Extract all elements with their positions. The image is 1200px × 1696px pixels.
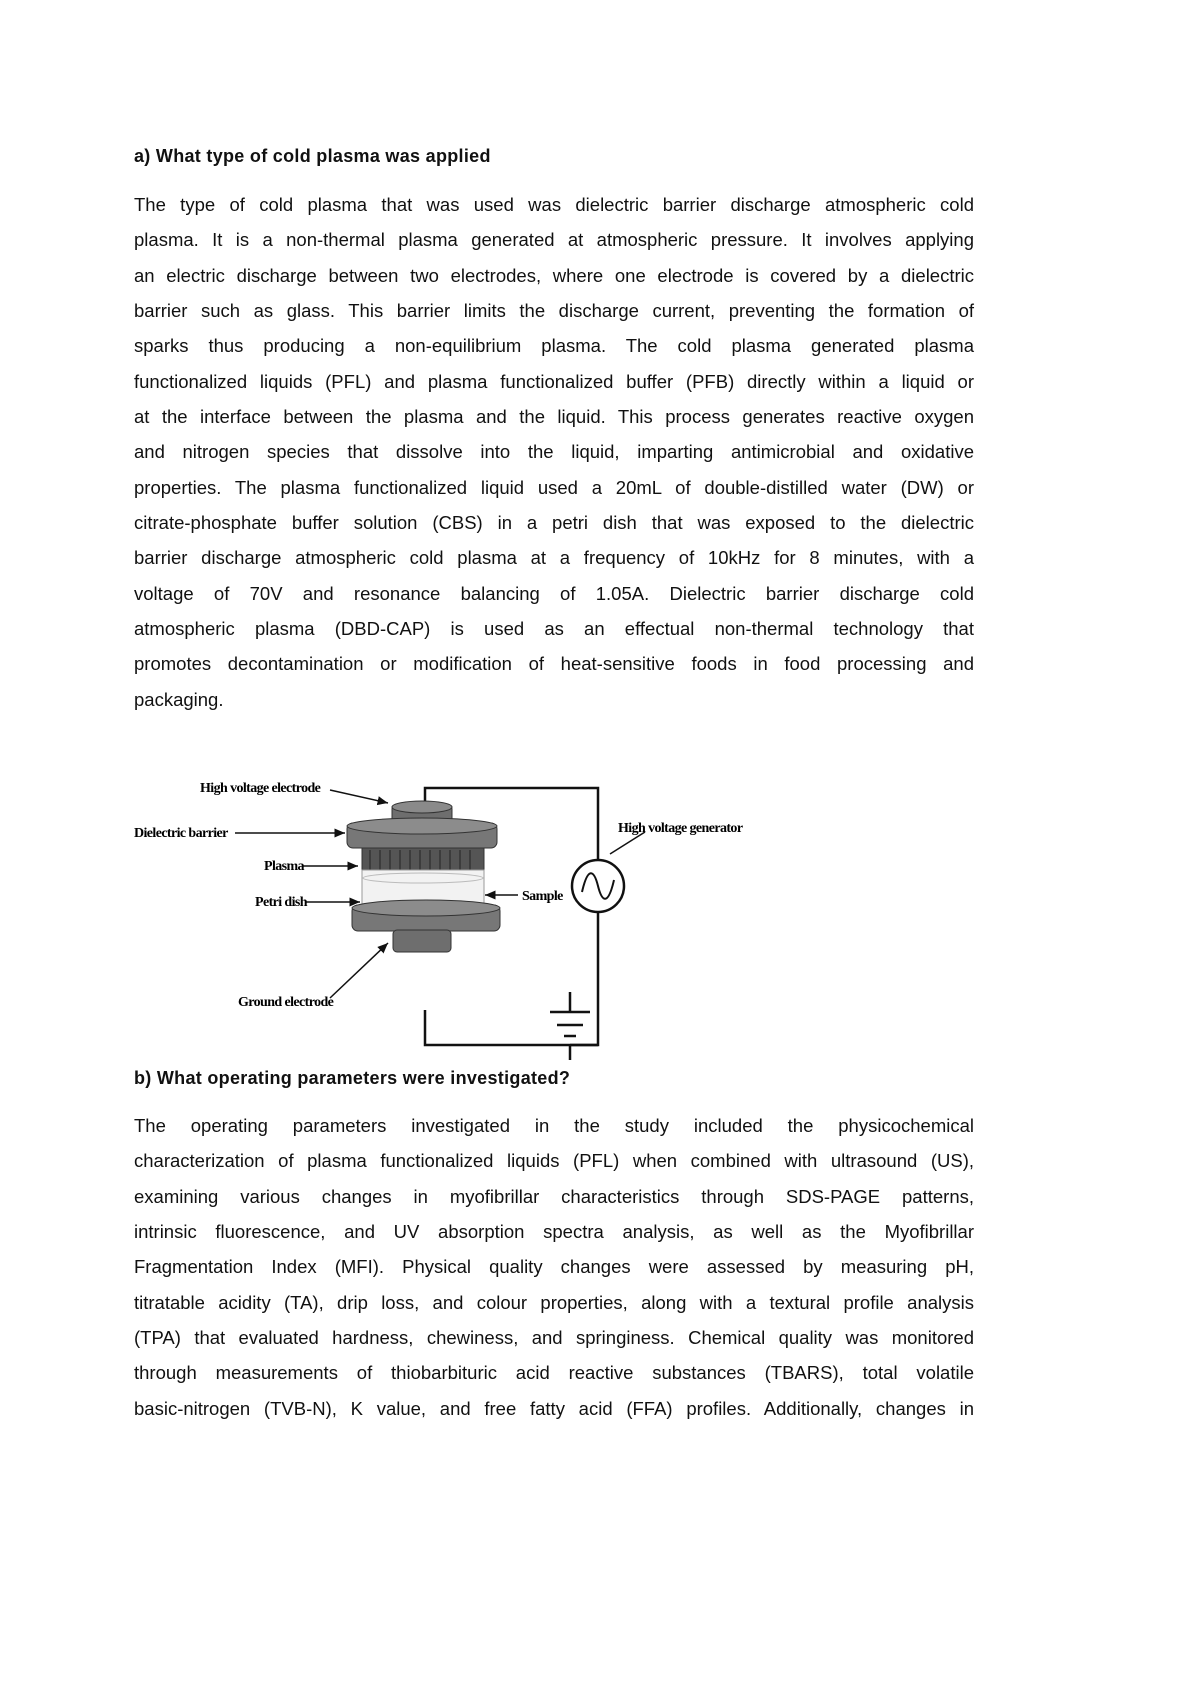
text-line: characterization of plasma functionalized liquids (PFL) when combined with ultrasound (US), [134, 1150, 974, 1172]
text-line: sparks thus producing a non-equilibrium plasma. The cold plasma generated plasma [134, 335, 974, 357]
text-line: intrinsic fluorescence, and UV absorption spectra analysis, as well as the Myofibrillar [134, 1221, 974, 1243]
text-line: atmospheric plasma (DBD-CAP) is used as an effectual non-thermal technology that [134, 618, 974, 640]
section-b-heading: b) What operating parameters were investigated? [134, 1068, 571, 1088]
label-high-voltage-electrode: High voltage electrode [200, 781, 321, 796]
text-line: an electric discharge between two electrodes, where one electrode is covered by a dielectric [134, 264, 974, 286]
text-line: barrier discharge atmospheric cold plasma at a frequency of 10kHz for 8 minutes, with a [134, 547, 974, 569]
text-line: The operating parameters investigated in the study included the physicochemical [134, 1115, 974, 1136]
ac-generator-symbol [572, 860, 624, 912]
section-b-paragraph [134, 1108, 974, 1426]
text-line: promotes decontamination or modification of heat-sensitive foods in food processing and [134, 653, 974, 675]
text-line: plasma. It is a non-thermal plasma generated at atmospheric pressure. It involves applying [134, 229, 974, 251]
text-line: functionalized liquids (PFL) and plasma functionalized buffer (PFB) directly within a liquid or [134, 370, 974, 392]
dbd-plasma-diagram [130, 770, 770, 1060]
text-line: barrier such as glass. This barrier limits the discharge current, preventing the formation of [134, 300, 974, 322]
label-ground-electrode: Ground electrode [238, 995, 334, 1010]
text-line: voltage of 70V and resonance balancing of 1.05A. Dielectric barrier discharge cold [134, 582, 974, 604]
section-a-paragraph [134, 187, 974, 717]
text-line: basic-nitrogen (TVB-N), K value, and free fatty acid (FFA) profiles. Additionally, changes in [134, 1397, 974, 1419]
text-line: Fragmentation Index (MFI). Physical quality changes were assessed by measuring pH, [134, 1256, 974, 1278]
text-line: examining various changes in myofibrillar characteristics through SDS-PAGE patterns, [134, 1185, 974, 1207]
label-high-voltage-generator: High voltage generator [618, 821, 743, 836]
section-a-heading: a) What type of cold plasma was applied [134, 146, 491, 166]
text-line: at the interface between the plasma and the liquid. This process generates reactive oxygen [134, 406, 974, 428]
text-line: packaging. [134, 688, 224, 710]
text-line: (TPA) that evaluated hardness, chewiness, and springiness. Chemical quality was monitored [134, 1327, 974, 1349]
text-line: and nitrogen species that dissolve into the liquid, imparting antimicrobial and oxidative [134, 441, 974, 463]
text-line: properties. The plasma functionalized liquid used a 20mL of double-distilled water (DW) or [134, 476, 974, 498]
text-line: through measurements of thiobarbituric acid reactive substances (TBARS), total volatile [134, 1362, 974, 1384]
text-line: titratable acidity (TA), drip loss, and colour properties, along with a textural profile analysis [134, 1291, 974, 1313]
label-sample: Sample [522, 889, 563, 904]
label-plasma: Plasma [264, 859, 304, 874]
text-line: The type of cold plasma that was used was dielectric barrier discharge atmospheric cold [134, 194, 974, 215]
ground-symbol [550, 1012, 590, 1036]
text-line: citrate-phosphate buffer solution (CBS) in a petri dish that was exposed to the dielectric [134, 512, 974, 534]
label-petri-dish: Petri dish [255, 895, 307, 910]
label-dielectric-barrier: Dielectric barrier [134, 826, 228, 841]
